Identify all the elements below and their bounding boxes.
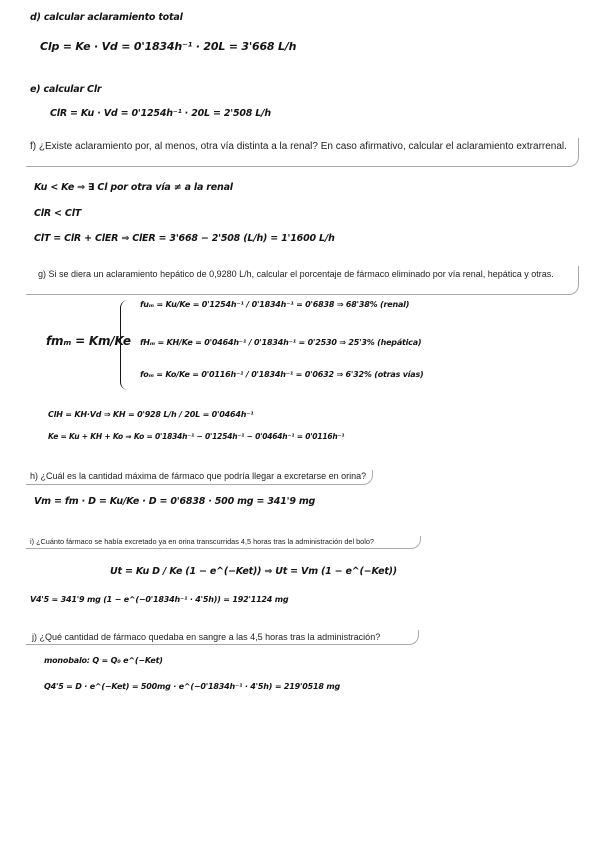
section-i-line1: Ut = Ku D / Ke (1 − e^(−Ket)) ⇒ Ut = Vm (1 − e^(−Ket)): [110, 566, 397, 577]
section-h-equation: Vm = fm · D = Ku/Ke · D = 0'6838 · 500 mg = 341'9 mg: [34, 496, 316, 507]
section-j-line2: Q4'5 = D · e^(−Ket) = 500mg · e^(−0'1834h⁻¹ · 4'5h) = 219'0518 mg: [44, 682, 340, 691]
section-g-kh-line: ClH = KH·Vd ⇒ KH = 0'928 L/h / 20L = 0'0464h⁻¹: [48, 410, 254, 419]
section-j-line1: monobalo: Q = Q₀ e^(−Ket): [44, 656, 163, 665]
section-d-heading: d) calcular aclaramiento total: [30, 12, 183, 23]
question-j-text: j) ¿Qué cantidad de fármaco quedaba en sangre a las 4,5 horas tras la administración?: [32, 632, 381, 642]
section-g-row-renal: fuₘ = Ku/Ke = 0'1254h⁻¹ / 0'1834h⁻¹ = 0'6838 ⇒ 68'38% (renal): [140, 300, 410, 309]
section-g-ko-line: Ke = Ku + KH + Ko ⇒ Ko = 0'1834h⁻¹ − 0'1254h⁻¹ − 0'0464h⁻¹ = 0'0116h⁻¹: [48, 432, 345, 441]
section-f-line1: Ku < Ke ⇒ ∃ Cl por otra vía ≠ a la renal: [34, 182, 233, 193]
section-f-line3: ClT = ClR + ClER ⇒ ClER = 3'668 − 2'508 (L/h) = 1'1600 L/h: [34, 233, 335, 244]
section-e-equation: ClR = Ku · Vd = 0'1254h⁻¹ · 20L = 2'508 L/h: [50, 108, 271, 119]
question-f-text: f) ¿Existe aclaramiento por, al menos, otra vía distinta a la renal? En caso afirmativo, calcular el aclaramiento extrarrenal.: [30, 141, 567, 152]
section-g-brace: [120, 300, 129, 390]
section-i-line2: V4'5 = 341'9 mg (1 − e^(−0'1834h⁻¹ · 4'5h)) = 192'1124 mg: [30, 595, 289, 604]
section-g-fm: fmₘ = Km/Ke: [46, 334, 131, 348]
question-g-text: g) Si se diera un aclaramiento hepático de 0,9280 L/h, calcular el porcentaje de fármaco eliminado por vía renal, hepática y otras.: [38, 269, 554, 279]
section-f-line2: ClR < ClT: [34, 208, 82, 219]
section-e-heading: e) calcular Clr: [30, 84, 102, 95]
section-g-row-other: foₘ = Ko/Ke = 0'0116h⁻¹ / 0'1834h⁻¹ = 0'0632 ⇒ 6'32% (otras vías): [140, 370, 424, 379]
question-i-text: i) ¿Cuánto fármaco se había excretado ya en orina transcurridas 4,5 horas tras la administración del bolo?: [30, 537, 374, 546]
question-h-text: h) ¿Cuál es la cantidad máxima de fármaco que podría llegar a excretarse en orina?: [30, 471, 367, 481]
section-d-equation: Clp = Ke · Vd = 0'1834h⁻¹ · 20L = 3'668 L/h: [40, 40, 297, 53]
section-g-row-hepatic: fHₘ = KH/Ke = 0'0464h⁻¹ / 0'1834h⁻¹ = 0'2530 ⇒ 25'3% (hepática): [140, 338, 422, 347]
